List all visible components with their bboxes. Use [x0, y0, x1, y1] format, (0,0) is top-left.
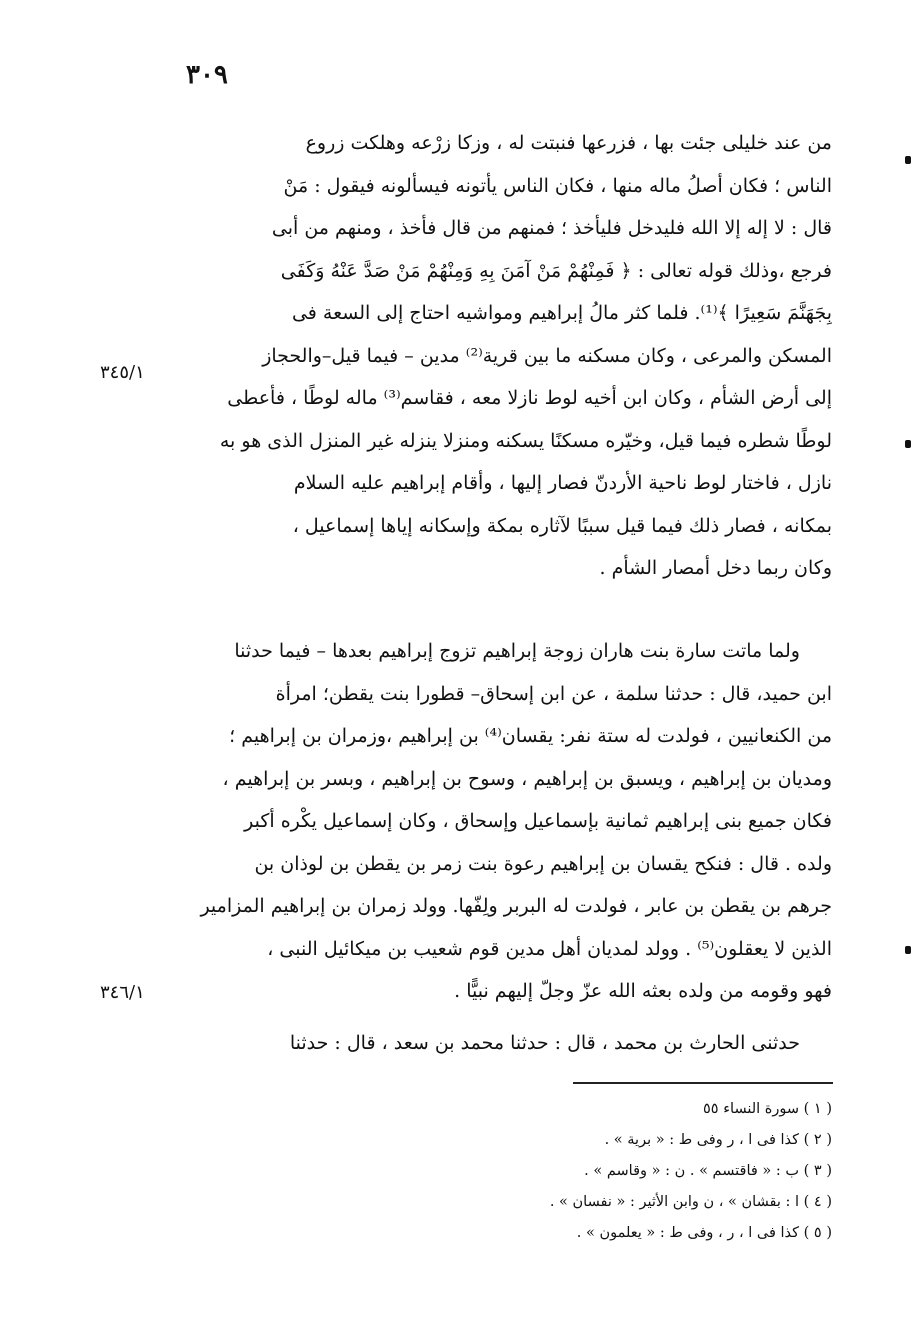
footnote: ( ١ ) سورة النساء ٥٥ [703, 1101, 832, 1117]
footnote-separator [573, 1082, 833, 1084]
margin-reference: ٣٤٦/١ [100, 982, 145, 1003]
footnote: ( ٢ ) كذا فى ا ، ر وفى ط : « برية » . [604, 1132, 832, 1148]
text-line: من عند خليلى جئت بها ، فزرعها فنبتت له ، وزكا زرْعه وهلكت زروع [305, 132, 832, 154]
text-line: ولده . قال : فنكح يقسان بن إبراهيم رعوة بنت زمر بن يقطن بن لوذان بن [254, 852, 832, 875]
margin-reference: ٣٤٥/١ [100, 362, 145, 383]
text-line: وكان ربما دخل أمصار الشأم . [599, 557, 832, 579]
quran-verse-line: بِجَهَنَّمَ سَعِيرًا ﴾⁽¹⁾. فلما كثر مالُ إبراهيم ومواشيه احتاج إلى السعة فى [291, 302, 832, 324]
text-line: إلى أرض الشأم ، وكان ابن أخيه لوط نازلا معه ، فقاسم⁽³⁾ ماله لوطًا ، فأعطى [227, 387, 832, 409]
text-line: ومديان بن إبراهيم ، ويسبق بن إبراهيم ، وسوح بن إبراهيم ، وبسر بن إبراهيم ، [222, 767, 832, 790]
footnote: ( ٥ ) كذا فى ا ، ر ، وفى ط : « يعلمون » . [576, 1225, 832, 1241]
text-line: من الكنعانيين ، فولدت له ستة نفر: يقسان⁽⁴⁾ بن إبراهيم ،وزمران بن إبراهيم ؛ [229, 725, 832, 747]
text-line: حدثنى الحارث بن محمد ، قال : حدثنا محمد بن سعد ، قال : حدثنا [289, 1032, 800, 1054]
paragraph-3 [186, 1022, 832, 1065]
text-line: ولما ماتت سارة بنت هاران زوجة إبراهيم تزوج إبراهيم بعدها – فيما حدثنا [234, 640, 800, 662]
edge-mark [905, 156, 911, 164]
edge-mark [905, 440, 911, 448]
text-line: جرهم بن يقطن بن عابر ، فولدت له البربر ولِفّها. وولد زمران بن إبراهيم المزامير [200, 895, 832, 917]
text-line: بمكانه ، فصار ذلك فيما قيل سببًا لآثاره بمكة وإسكانه إياها إسماعيل ، [292, 514, 832, 537]
paragraph-2 [186, 630, 832, 1013]
footnotes [440, 1094, 832, 1249]
text-line: الذين لا يعقلون⁽⁵⁾ . وولد لمديان أهل مدين قوم شعيب بن ميكائيل النبى ، [267, 937, 832, 960]
text-line: لوطًا شطره فيما قيل، وخيّره مسكنًا يسكنه ومنزلا ينزله غير المنزل الذى هو به [219, 429, 832, 452]
text-line: فكان جميع بنى إبراهيم ثمانية بإسماعيل وإسحاق ، وكان إسماعيل يكْره أكبر [244, 810, 832, 832]
text-line: الناس ؛ فكان أصلُ ماله منها ، فكان الناس يأتونه فيسألونه فيقول : مَنْ [283, 174, 832, 197]
paragraph-1 [186, 122, 832, 590]
footnote: ( ٤ ) ا : بقشان » ، ن وابن الأثير : « نفسان » . [549, 1194, 832, 1210]
text-line: قال : لا إله إلا الله فليدخل فليأخذ ؛ فمنهم من قال فأخذ ، ومنهم من أبى [271, 217, 832, 239]
text-line: نازل ، فاختار لوط ناحية الأردنّ فصار إليها ، وأقام إبراهيم عليه السلام [293, 472, 832, 494]
text-line: ابن حميد، قال : حدثنا سلمة ، عن ابن إسحاق– قطورا بنت يقطن؛ امرأة [275, 682, 832, 705]
text-line: المسكن والمرعى ، وكان مسكنه ما بين قرية⁽²⁾ مدين – فيما قيل–والحجاز [262, 344, 832, 367]
quran-verse-line: فرجع ،وذلك قوله تعالى : ﴿ فَمِنْهُمْ مَنْ آمَنَ بِهِ وَمِنْهُمْ مَنْ صَدَّ عَنْهُ وَكَفَى [280, 259, 832, 282]
edge-mark [905, 946, 911, 954]
footnote: ( ٣ ) ب : « فاقتسم » . ن : « وقاسم » . [584, 1163, 832, 1179]
text-line: فهو وقومه من ولده بعثه الله عزّ وجلّ إليهم نبيًّا . [454, 980, 832, 1002]
page-number: ٣٠٩ [186, 60, 228, 90]
